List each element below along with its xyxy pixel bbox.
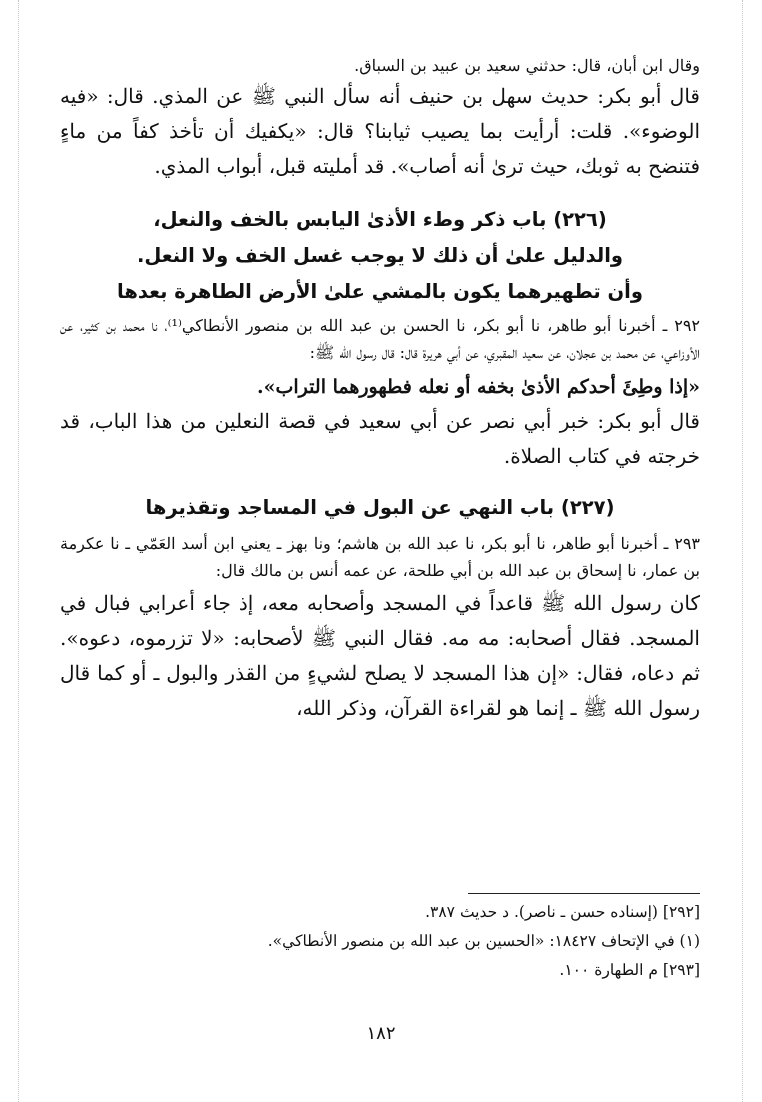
left-margin-guide <box>18 0 19 1102</box>
page-number: ١٨٢ <box>366 1023 396 1044</box>
footnote-293: [٢٩٣] م الطهارة ١٠٠. <box>559 961 700 979</box>
hadith-293-matn: كان رسول الله ﷺ قاعداً في المسجد وأصحابه معه، إذ جاء أعرابي فبال في المسجد. فقال أصحابه: مه مه. فقال النبي ﷺ لأصحابه: «لا تزرموه، دعوه». ثم دعاه، فقال: «إن هذا المسجد لا يصلح لشيءٍ من القذر والبول ـ أو كما قال رسول الله ﷺ ـ إنما هو لقراءة القرآن، وذكر الله، <box>60 591 700 720</box>
chapter-heading-226 <box>60 202 700 310</box>
footnote-1: (١) في الإتحاف ١٨٤٢٧: «الحسين بن عبد الله بن منصور الأنطاكي». <box>267 932 700 950</box>
chapter-heading-226-line-2: والدليل علىٰ أن ذلك لا يوجب غسل الخف ولا النعل. <box>136 244 624 267</box>
hadith-293-isnad: ٢٩٣ ـ أخبرنا أبو طاهر، نا أبو بكر، نا عبد الله بن هاشم؛ ونا بهز ـ يعني ابن أسد العَمّي ـ نا عكرمة بن عمار، نا إسحاق بن عبد الله بن أبي طلحة، عن عمه أنس بن مالك قال: <box>60 534 700 580</box>
chapter-heading-226-line-3: وأن تطهيرهما يكون بالمشي علىٰ الأرض الطاهرة بعدها <box>117 280 643 303</box>
main-text <box>60 52 700 726</box>
footnotes <box>60 898 700 985</box>
intro-line: وقال ابن أبان، قال: حدثني سعيد بن عبيد بن السباق. <box>354 56 700 75</box>
right-margin-guide <box>742 0 743 1102</box>
chapter-heading-227: (٢٢٧) باب النهي عن البول في المساجد وتقذيرها <box>145 496 615 519</box>
paragraph-sahl-bin-hunaif: قال أبو بكر: حديث سهل بن حنيف أنه سأل النبي ﷺ عن المذي. قال: «فيه الوضوء». قلت: أرأيت بما يصيب ثيابنا؟ قال: «يكفيك أن تأخذ كفاً من ماءٍ فتنضح به ثوبك، حيث ترىٰ أنه أصاب». قد أمليته قبل، أبواب المذي. <box>60 84 700 178</box>
footnote-292: [٢٩٢] (إسناده حسن ـ ناصر). د حديث ٣٨٧. <box>425 903 700 921</box>
hadith-292-matn: «إذا وطِئَ أحدكم الأذىٰ بخفه أو نعله فطهورهما التراب». <box>257 376 700 398</box>
chapter-heading-226-line-1: (٢٢٦) باب ذكر وطء الأذىٰ اليابس بالخف والنعل، <box>153 208 607 231</box>
footnote-separator <box>468 893 700 894</box>
paragraph-abu-bakr-comment: قال أبو بكر: خبر أبي نصر عن أبي سعيد في قصة النعلين من هذا الباب، قد خرجته في كتاب الصلاة. <box>60 409 700 468</box>
hadith-292-isnad: ٢٩٢ ـ أخبرنا أبو طاهر، نا أبو بكر، نا الحسن بن عبد الله بن منصور الأنطاكي⁽¹⁾، نا محمد بن كثير، عن الأوزاعي، عن محمد بن عجلان، عن سعيد المقبري، عن أبي هريرة قال: قال رسول الله ﷺ: <box>60 316 701 362</box>
